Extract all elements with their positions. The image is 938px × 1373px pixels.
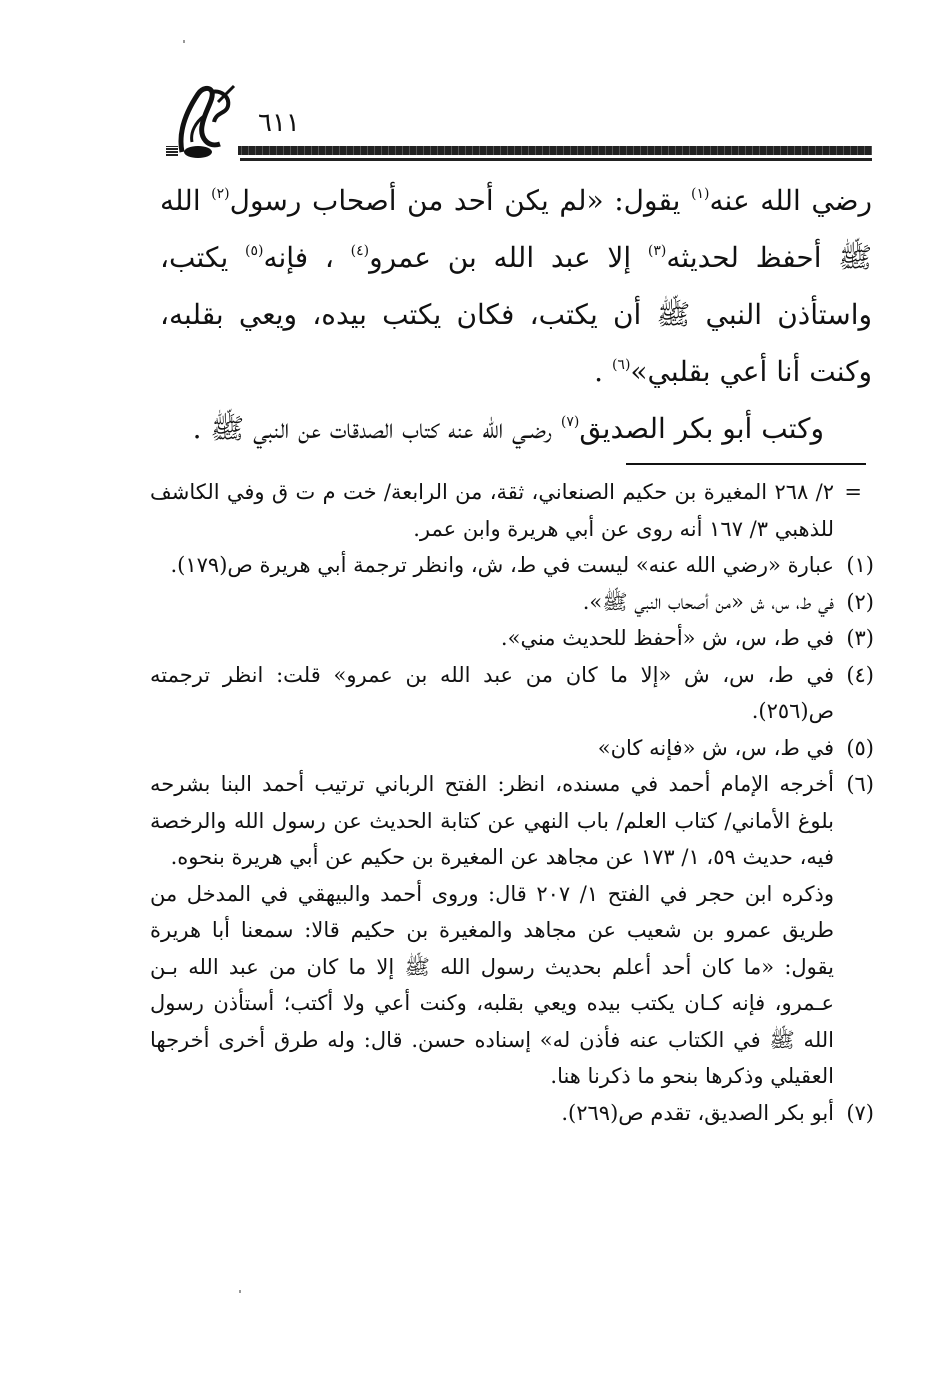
footnote-text: وذكره ابن حجر في الفتح ١/ ٢٠٧ قال: وروى أحمد والبيهقي في المدخل من طريق عمرو بن شعيب عن مجاهد والمغيرة بن حكيم قالا: سمعنا أبا هريرة يقول: «ما كان أحد أعلم بحديث رسول الله ﷺ إلا ما كان من عبد الله بـن عـمرو، فإنه كـان يكتب بيده ويعي بقلبه، وكنت أعي ولا أكتب؛ أستأذن رسول الله ﷺ في الكتاب عنه فأذن له» إسناده حسن. قال: وله طرق أخرى أخرجها العقيلي وذكرها بنحو ما ذكرنا هنا. (150, 881, 834, 1088)
footnote-6 (150, 766, 874, 876)
footnote-number: (٣) (846, 626, 874, 650)
footnote-ref[interactable]: (٢) (211, 186, 230, 202)
footnote-6-continuation (150, 876, 870, 1095)
footnote-4 (150, 657, 874, 730)
footnote-5 (150, 730, 874, 767)
text-run: يكتب، واستأذن النبي ﷺ أن يكتب، فكان يكتب بيده، ويعي بقلبه، وكنت أنا أعي بقلبي» (160, 241, 872, 388)
text-run: إلا عبد الله بن عمرو (369, 241, 648, 274)
header-rule-left (166, 146, 178, 156)
text-run: رضي الله عنه (709, 184, 872, 217)
footnote-number: (١) (846, 553, 874, 577)
footnote-ref[interactable]: (٦) (611, 357, 631, 373)
page-number: ٦١١ (258, 108, 300, 138)
text-run: رضـي الله عنه كتاب الصدقات عن النبي ﷺ . (192, 412, 561, 445)
text-run: . (594, 355, 612, 388)
footnote-number: (٥) (846, 735, 874, 760)
quill-ornament-icon (168, 82, 240, 160)
footnote-2 (150, 584, 874, 621)
footnote-text: أخرجه الإمام أحمد في مسنده، انظر: الفتح الرباني ترتيب أحمد البنا بشرحه بلوغ الأماني/ كتاب العلم/ باب النهي عن كتابة الحديث عن رسول الله والرخصة فيه، حديث ٥٩، ١/ ١٧٣ عن مجاهد عن المغيرة بن حكيم عن أبي هريرة بنحوه. (150, 772, 834, 869)
footnote-3 (150, 620, 874, 657)
footnote-ref[interactable]: (٤) (350, 243, 370, 259)
footnote-text: ٢/ ٢٦٨ المغيرة بن حكيم الصنعاني، ثقة، من الرابعة/ خت م ت ق وفي الكاشف للذهبي ٣/ ١٦٧ أنه روى عن أبي هريرة وابن عمر. (150, 480, 834, 541)
footnote-7 (150, 1095, 874, 1132)
footnote-ref[interactable]: (٧) (560, 414, 580, 430)
footnote-number: (٧) (846, 1100, 874, 1125)
footnote-separator (626, 463, 866, 465)
footnote-number: (٢) (846, 589, 874, 614)
text-run: الله ﷺ أحفظ لحديثه (160, 184, 873, 274)
footnote-text: في ط، س، ش «فإنه كان» (597, 735, 834, 760)
header-rule (238, 146, 872, 155)
footnote-text: عبارة «رضي الله عنه» ليست في ط، ش، وانظر ترجمة أبي هريرة ص(١٧٩). (170, 553, 834, 577)
footnote-number: (٤) (846, 662, 874, 687)
main-text (160, 172, 872, 457)
footnote-text: في ط، س، ش «إلا ما كان من عبد الله بن عمرو» قلت: انظر ترجمته ص(٢٥٦). (150, 662, 834, 723)
scan-speck (183, 40, 185, 43)
footnote-continued (150, 474, 870, 547)
main-paragraph-1 (160, 172, 872, 400)
text-run: وكتب أبو بكر الصديق (579, 412, 824, 445)
footnote-ref[interactable]: (٥) (244, 243, 264, 259)
footnote-text: في ط، س، ش «من أصحاب النبي ﷺ». (582, 589, 834, 614)
footnote-text: أبو بكر الصديق، تقدم ص(٢٦٩). (561, 1100, 834, 1125)
footnote-ref[interactable]: (١) (691, 186, 710, 202)
text-run: ، فإنه (263, 241, 351, 274)
header-rule-thin (240, 158, 872, 161)
footnote-text: في ط، س، ش «أحفظ للحديث مني». (500, 626, 834, 650)
scan-speck (239, 1290, 241, 1293)
footnote-number: = (844, 480, 862, 504)
footnotes (150, 474, 874, 1131)
main-paragraph-2 (160, 400, 872, 457)
footnote-number: (٦) (846, 772, 874, 796)
footnote-ref[interactable]: (٣) (647, 243, 667, 259)
text-run: يقول: «لم يكن أحد من أصحاب رسول (229, 184, 692, 217)
footnote-1 (150, 547, 874, 584)
